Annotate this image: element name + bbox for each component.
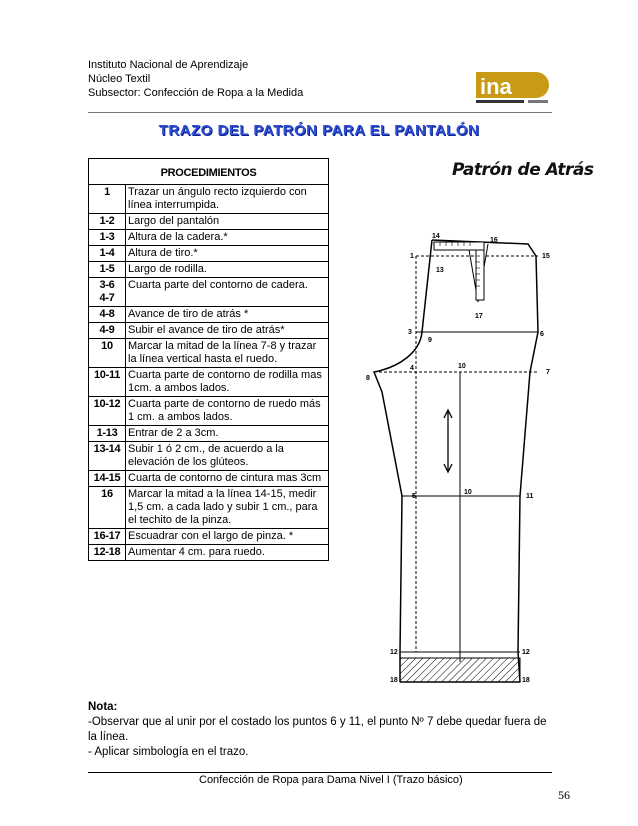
table-row — [89, 230, 329, 246]
table-row — [89, 339, 329, 368]
step-code: 4-8 — [89, 307, 126, 323]
step-code: 3-6 4-7 — [89, 278, 126, 307]
table-row — [89, 307, 329, 323]
step-code: 4-9 — [89, 323, 126, 339]
table-row — [89, 278, 329, 307]
svg-text:9: 9 — [428, 337, 432, 344]
ina-logo — [476, 70, 550, 106]
footer-rule — [88, 772, 552, 773]
step-description: Altura de tiro.* — [126, 246, 329, 262]
step-description: Subir el avance de tiro de atrás* — [126, 323, 329, 339]
note-line-1: -Observar que al unir por el costado los puntos 6 y 11, el punto Nº 7 debe quedar fuera de la línea. — [88, 716, 547, 743]
header-nucleus: Núcleo Textil — [88, 73, 151, 85]
page-title: TRAZO DEL PATRÓN PARA EL PANTALÓN — [158, 122, 480, 139]
table-row — [89, 471, 329, 487]
table-row — [89, 426, 329, 442]
step-description: Entrar de 2 a 3cm. — [126, 426, 329, 442]
step-description: Trazar un ángulo recto izquierdo con línea interrumpida. — [126, 185, 329, 214]
note-heading: Nota: — [88, 701, 118, 713]
table-row — [89, 397, 329, 426]
pattern-label: Patrón de Atrás — [452, 160, 594, 180]
svg-text:16: 16 — [490, 237, 498, 244]
procedures-heading: PROCEDIMIENTOS — [89, 159, 329, 185]
step-code: 10-12 — [89, 397, 126, 426]
table-row — [89, 545, 329, 561]
step-code: 13-14 — [89, 442, 126, 471]
pattern-diagram — [360, 162, 590, 692]
step-code: 1-2 — [89, 214, 126, 230]
svg-text:12: 12 — [522, 649, 530, 656]
svg-text:13: 13 — [436, 267, 444, 274]
svg-text:6: 6 — [540, 331, 544, 338]
svg-text:15: 15 — [542, 253, 550, 260]
step-code: 1-13 — [89, 426, 126, 442]
step-description: Aumentar 4 cm. para ruedo. — [126, 545, 329, 561]
step-description: Cuarta parte de contorno de ruedo más 1 cm. a ambos lados. — [126, 397, 329, 426]
step-code: 14-15 — [89, 471, 126, 487]
step-description: Avance de tiro de atrás * — [126, 307, 329, 323]
step-description: Subir 1 ó 2 cm., de acuerdo a la elevación de los glúteos. — [126, 442, 329, 471]
svg-text:18: 18 — [522, 677, 530, 684]
step-code: 12-18 — [89, 545, 126, 561]
table-row — [89, 442, 329, 471]
svg-text:10: 10 — [458, 363, 466, 370]
svg-text:12: 12 — [390, 649, 398, 656]
step-code: 16-17 — [89, 529, 126, 545]
table-row — [89, 368, 329, 397]
table-row — [89, 185, 329, 214]
svg-text:14: 14 — [432, 233, 440, 240]
step-description: Marcar la mitad a la línea 14-15, medir 1,5 cm. a cada lado y subir 1 cm., para el techito de la pinza. — [126, 487, 329, 529]
svg-text:8: 8 — [366, 375, 370, 382]
header-subsector: Subsector: Confección de Ropa a la Medida — [88, 87, 304, 99]
header — [88, 58, 303, 100]
step-description: Cuarta parte del contorno de cadera. — [126, 278, 329, 307]
svg-text:3: 3 — [408, 329, 412, 336]
table-row — [89, 214, 329, 230]
step-code: 1-3 — [89, 230, 126, 246]
step-code: 1-5 — [89, 262, 126, 278]
step-description: Largo del pantalón — [126, 214, 329, 230]
table-row — [89, 262, 329, 278]
svg-text:5: 5 — [412, 493, 416, 500]
step-description: Cuarta parte de contorno de rodilla mas 1cm. a ambos lados. — [126, 368, 329, 397]
table-row — [89, 246, 329, 262]
svg-text:10: 10 — [464, 489, 472, 496]
step-code: 1 — [89, 185, 126, 214]
svg-text:4: 4 — [410, 365, 414, 372]
svg-text:18: 18 — [390, 677, 398, 684]
header-rule — [88, 112, 552, 113]
step-description: Cuarta de contorno de cintura mas 3cm — [126, 471, 329, 487]
step-description: Escuadrar con el largo de pinza. * — [126, 529, 329, 545]
table-row — [89, 487, 329, 529]
step-description: Marcar la mitad de la línea 7-8 y trazar la línea vertical hasta el ruedo. — [126, 339, 329, 368]
svg-text:1: 1 — [410, 253, 414, 260]
svg-text:ina: ina — [480, 74, 512, 99]
svg-text:17: 17 — [475, 313, 483, 320]
step-description: Altura de la cadera.* — [126, 230, 329, 246]
step-description: Largo de rodilla. — [126, 262, 329, 278]
table-row — [89, 529, 329, 545]
footer-text: Confección de Ropa para Dama Nivel I (Trazo básico) — [199, 774, 463, 786]
step-code: 10-11 — [89, 368, 126, 397]
table-row — [89, 323, 329, 339]
step-code: 1-4 — [89, 246, 126, 262]
note-section — [88, 700, 548, 760]
procedures-table — [88, 158, 329, 561]
svg-text:11: 11 — [526, 493, 534, 500]
step-code: 16 — [89, 487, 126, 529]
note-line-2: - Aplicar simbología en el trazo. — [88, 746, 249, 758]
page-number: 56 — [558, 788, 570, 802]
svg-text:7: 7 — [546, 369, 550, 376]
step-code: 10 — [89, 339, 126, 368]
header-institute: Instituto Nacional de Aprendizaje — [88, 59, 249, 71]
